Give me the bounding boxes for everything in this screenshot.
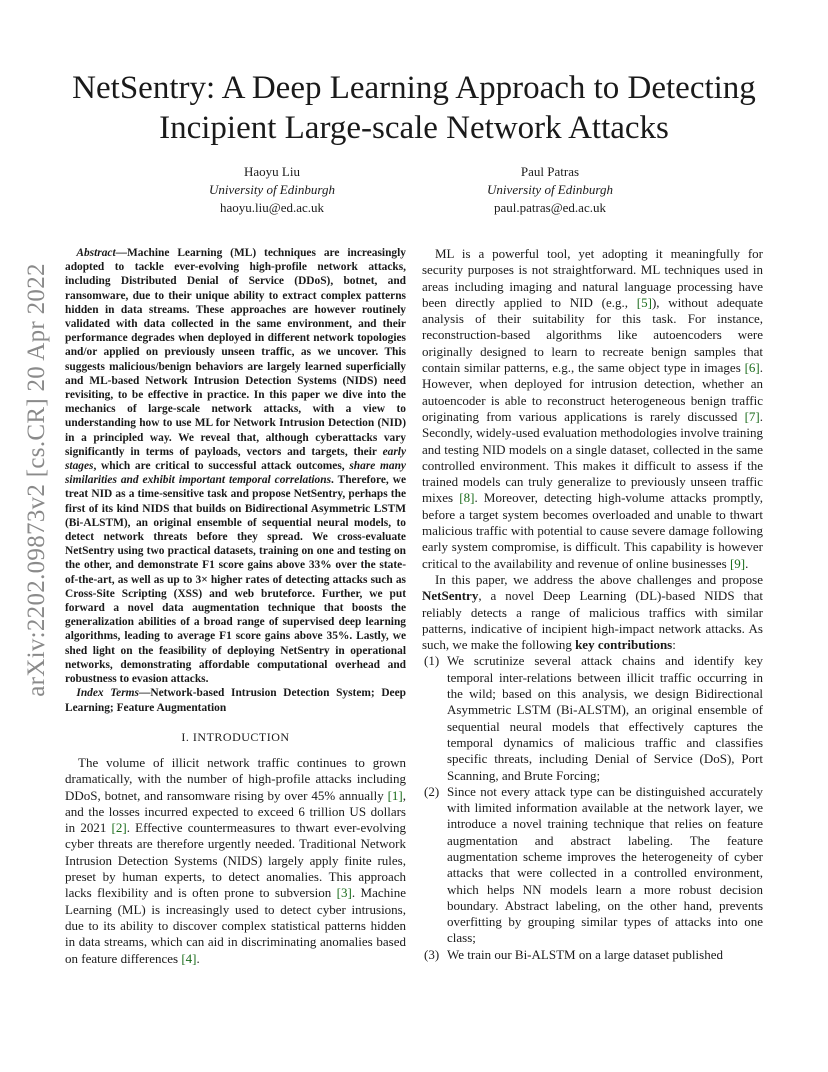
index-terms-lead: Index Terms <box>76 687 139 700</box>
intro-paragraph-3 <box>422 572 763 653</box>
citation-link[interactable]: [2] <box>111 820 127 836</box>
arxiv-identifier <box>22 263 52 697</box>
intro-text: In this paper, we address the above challenges and propose <box>435 571 763 587</box>
intro-text: . Effective countermeasures to thwart ever-evolving cyber threats are therefore urgently needed. Traditional Network Intrusion Detection Systems (NIDS) largely apply finite rules, preset by human experts, to detect anomalies. This approach lacks flexibility and is often prone to subversion <box>65 820 406 901</box>
abstract-text-2: , which are critical to successful attack outcomes, <box>93 460 350 473</box>
intro-text: : <box>672 637 676 653</box>
author-affiliation: University of Edinburgh <box>487 182 613 197</box>
list-item <box>422 784 763 947</box>
system-name: NetSentry <box>422 588 479 604</box>
index-terms-text: —Network-based Intrusion Detection System; Deep Learning; Feature Augmentation <box>65 687 406 714</box>
intro-text: . Moreover, detecting high-volume attacks promptly, before a target system becomes overloaded and unable to thwart malicious traffic with potential to cause severe damage following early system compromise, is difficult. This capability is however critical to the availability and revenue of online businesses <box>422 490 764 571</box>
citation-link[interactable]: [1] <box>387 787 403 803</box>
abstract <box>65 246 406 686</box>
list-number: (2) <box>424 783 440 799</box>
intro-text: . <box>196 950 200 966</box>
key-contributions-label: key contributions <box>575 637 673 653</box>
author-email: paul.patras@ed.ac.uk <box>494 200 606 215</box>
intro-paragraph-1 <box>65 755 406 967</box>
abstract-lead: Abstract <box>76 247 116 259</box>
list-item-text: Since not every attack type can be distinguished accurately with limited information available at the network layer, we introduce a novel training technique that relies on feature augmentation and abstract labeling. The feature augmentation scheme improves the heterogeneity of cyber attacks that were collected in a controlled environment, which helps NN models learn a more robust decision boundary. Abstract labeling, on the other hand, prevents overfitting by grouping similar types of attacks into one class; <box>447 783 763 946</box>
abstract-emphasis-1: early stages <box>65 445 406 473</box>
author-name: Haoyu Liu <box>244 164 300 179</box>
abstract-text-3: . Therefore, we treat NID as a time-sensitive task and propose NetSentry, perhaps the first of its kind NIDS that builds on Bidirectional Asymmetric LSTM (Bi-ALSTM), an original ensemble of sequential neural models, to detect network threats before they spread. We cross-evaluate NetSentry using two practical datasets, training on one and testing on the other, and demonstrate F1 score gains above 33% over the state-of-the-art, as well as up to 3× higher rates of detecting attacks such as Cross-Site Scripting (XSS) and web bruteforce. Further, we put forward a novel data augmentation technique that boosts the generalization abilities of a broad range of supervised deep learning algorithms, leading to average F1 score gains above 35%. Lastly, we shed light on the feasibility of deploying NetSentry in operational networks, demonstrating affordable computational overhead and robustness to evasion attacks. <box>65 474 406 686</box>
list-item-text: We train our Bi-ALSTM on a large dataset published <box>447 946 723 962</box>
author-affiliation: University of Edinburgh <box>209 182 335 197</box>
list-item-text: We scrutinize several attack chains and identify key temporal inter-relations between illicit traffic occurring in the wild; based on this analysis, we design Bidirectional Asymmetric LSTM (Bi-ALSTM), an original ensemble of sequential neural models that effectively captures the temporal dynamics of malicious traffic and classifies specific threats, including Denial of Service (DoS), Port Scanning, and Brute Forcing; <box>447 653 763 783</box>
citation-link[interactable]: [9] <box>729 555 746 571</box>
index-terms <box>65 686 406 714</box>
intro-text: . Secondly, widely-used evaluation methodologies involve training and testing NID models on a single dataset, collected in the same controlled environment. This makes it difficult to assess if the trained models can truly generalize to previously unseen traffic mixes <box>422 408 763 506</box>
title-line-1: NetSentry: A Deep Learning Approach to Detecting <box>72 70 756 106</box>
title-line-2: Incipient Large-scale Network Attacks <box>159 110 669 146</box>
intro-text: . <box>745 555 749 571</box>
citation-link[interactable]: [5] <box>636 294 652 310</box>
paper-title <box>40 68 788 148</box>
list-number: (1) <box>424 653 440 669</box>
right-column <box>422 246 763 963</box>
author-name: Paul Patras <box>520 164 580 179</box>
citation-link[interactable]: [3] <box>336 885 352 901</box>
intro-text: ML is a powerful tool, yet adopting it meaningfully for security purposes is not straightforward. ML techniques used in areas including imaging and natural language processing have been directly applied to NID (e.g., <box>422 246 763 310</box>
section-heading-introduction: I. INTRODUCTION <box>181 729 290 744</box>
intro-paragraph-2 <box>422 246 763 572</box>
list-item <box>422 653 763 783</box>
intro-text: . Machine Learning (ML) is increasingly used to detect cyber intrusions, due to its ability to discover complex statistical patterns hidden in data streams, which can aid in discriminating anomalies based on feature differences <box>65 885 406 966</box>
intro-text: , and the losses incurred expected to exceed 6 trillion US dollars in 2021 <box>65 787 406 836</box>
citation-link[interactable]: [8] <box>459 490 475 506</box>
citation-link[interactable]: [6] <box>744 360 760 376</box>
abstract-emphasis-2: share many similarities and exhibit important temporal correlations <box>65 460 406 487</box>
intro-text: ), without adequate analysis of their suitability for this task. For instance, reconstruction-based algorithms like autoencoders were originally designed to learn to recreate benign samples that contain similar patterns, e.g., the same object type in images <box>422 294 763 376</box>
abstract-text-1: —Machine Learning (ML) techniques are increasingly adopted to tackle ever-evolving high-profile network attacks, including Distributed Denial of Service (DDoS), botnet, and ransomware, due to their unique ability to extract complex patterns hidden in data streams. These approaches are however routinely validated with data collected in the same environment, and their performance degrades when deployed in different network topologies and/or applied on previously unseen traffic, as we uncover. This suggests malicious/benign behaviors are largely learned superficially and ML-based Network Intrusion Detection Systems (NIDS) need revisiting, to be effective in practice. In this paper we dive into the mechanics of large-scale network attacks, with a view to understanding how to use ML for Network Intrusion Detection (NID) in a principled way. We reveal that, although cyberattacks vary significantly in terms of payloads, vectors and targets, their <box>65 247 406 458</box>
author-block-1 <box>142 163 402 217</box>
citation-link[interactable]: [7] <box>744 408 760 424</box>
intro-text: The volume of illicit network traffic continues to grown dramatically, with the number of high-profile attacks including DDoS, botnet, and ransomware rising by over 45% annually <box>65 755 406 803</box>
author-block-2 <box>420 163 680 217</box>
intro-text: , a novel Deep Learning (DL)-based NIDS that reliably detects a range of malicious traffics with similar patterns, indicative of incipient high-impact network attacks. As such, we make the following <box>422 588 763 653</box>
citation-link[interactable]: [4] <box>181 950 197 966</box>
list-number: (3) <box>424 946 440 962</box>
contributions-list <box>422 653 763 963</box>
arxiv-identifier-text: arXiv:2202.09873v2 [cs.CR] 20 Apr 2022 <box>23 263 50 697</box>
list-item <box>422 947 763 963</box>
author-email: haoyu.liu@ed.ac.uk <box>219 200 325 215</box>
intro-text: . However, when deployed for intrusion detection, whether an autoencoder is able to reconstruct heterogeneous benign traffic originating from various applications is rarely discussed <box>422 360 763 424</box>
left-column <box>65 246 406 967</box>
